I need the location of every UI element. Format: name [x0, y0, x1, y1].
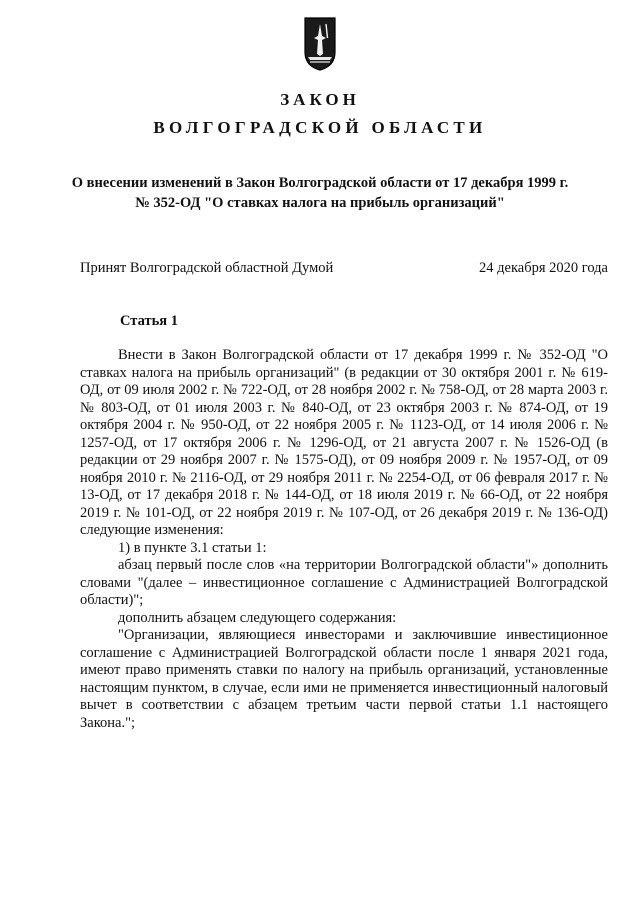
article-paragraph: Внести в Закон Волгоградской области от 17 декабря 1999 г. № 352-ОД "О ставках налога на прибыль организаций" (в редакции от 30 октября 2001 г. № 619-ОД, от 09 июля 2002 г. № 722-ОД, от 28 ноября 2002 г. № 758-ОД, от 28 марта 2003 г. № 803-ОД, от 01 июля 2003 г. № 840-ОД, от 23 октября 2003 г. № 874-ОД, от 19 октября 2004 г. № 950-ОД, от 22 ноября 2005 г. № 1123-ОД, от 14 июля 2006 г. № 1257-ОД, от 17 октября 2006 г. № 1296-ОД, от 21 августа 2007 г. № 1526-ОД (в редакции от 29 ноября 2007 г. № 1575-ОД), от 09 ноября 2009 г. № 1957-ОД, от 09 ноября 2010 г. № 2116-ОД, от 29 ноября 2011 г. № 2254-ОД, от 06 февраля 2017 г. № 13-ОД, от 17 декабря 2018 г. № 144-ОД, от 18 июля 2019 г. № 66-ОД, от 22 ноября 2019 г. № 101-ОД, от 22 ноября 2019 г. № 107-ОД, от 26 декабря 2019 г. № 136-ОД) следующие изменения: [80, 347, 608, 538]
document-type-title: ЗАКОН [280, 90, 360, 109]
subtitle-line-2: № 352-ОД "О ставках налога на прибыль организаций" [135, 195, 505, 211]
adoption-date: 24 декабря 2020 года [479, 260, 608, 276]
adopted-by: Принят Волгоградской областной Думой [80, 260, 334, 276]
article-paragraph: абзац первый после слов «на территории Волгоградской области"» дополнить словами "(далее – инвестиционное соглашение с Администрацией Волгоградской области)"; [80, 557, 608, 608]
article-paragraph: "Организации, являющиеся инвесторами и заключившие инвестиционное соглашение с Администрацией Волгоградской области после 1 января 2021 года, имеют право применять ставки по налогу на прибыль организаций, установленные настоящим пунктом, в случае, если ими не применяется инвестиционный налоговый вычет в соответствии с абзацем третьим части первой статьи 1.1 настоящего Закона."; [80, 627, 608, 731]
law-subtitle [40, 173, 600, 213]
article-paragraph: 1) в пункте 3.1 статьи 1: [118, 539, 267, 556]
subtitle-line-1: О внесении изменений в Закон Волгоградской области от 17 декабря 1999 г. [71, 175, 569, 191]
article-heading: Статья 1 [120, 313, 178, 329]
article-body [80, 347, 608, 732]
article-paragraph: дополнить абзацем следующего содержания: [118, 609, 397, 626]
coat-of-arms-emblem-icon [302, 16, 338, 72]
region-title: ВОЛГОГРАДСКОЙ ОБЛАСТИ [153, 118, 487, 137]
